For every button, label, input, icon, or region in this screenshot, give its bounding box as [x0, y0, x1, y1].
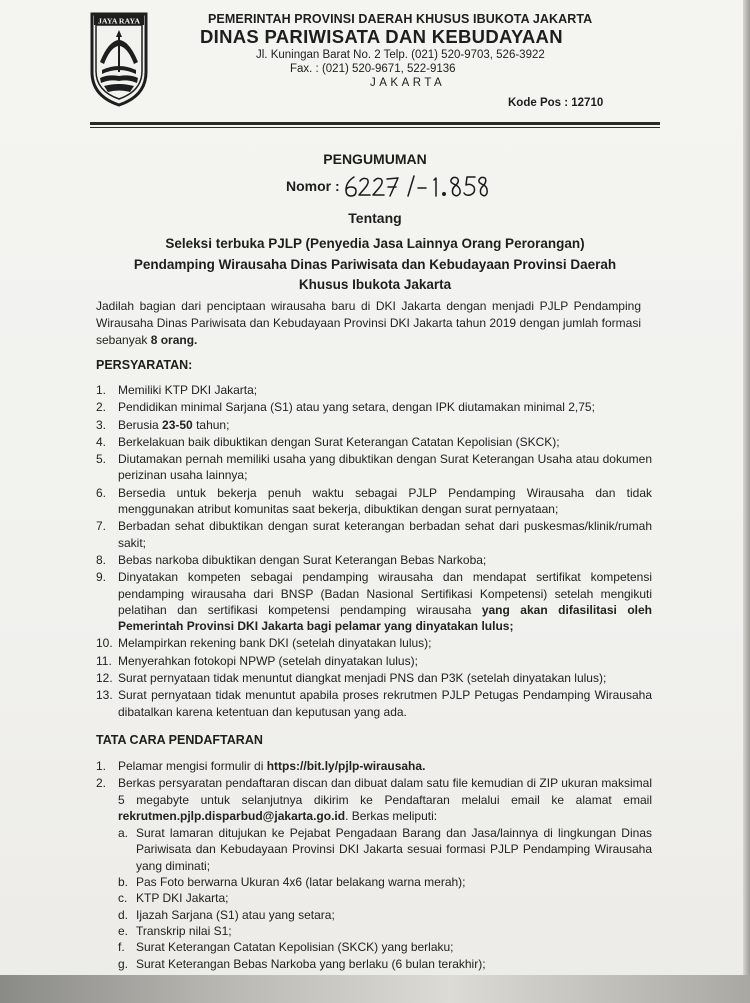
subject-line-2: Pendamping Wirausaha Dinas Pariwisata dan Kebudayaan Provinsi Daerah: [133, 256, 617, 272]
postal-code: Kode Pos : 12710: [508, 97, 604, 109]
requirement-item: [96, 670, 652, 686]
document-subitem: [118, 874, 652, 890]
requirement-item: [96, 485, 652, 518]
requirement-text: Memiliki KTP DKI Jakarta;: [118, 383, 258, 397]
handwritten-number: [338, 172, 488, 200]
requirement-text: Bebas narkoba dibuktikan dengan Surat Keterangan Bebas Narkoba;: [118, 552, 487, 567]
step-text: Pelamar mengisi formulir di: [118, 759, 267, 773]
letterhead-rule-thick: [90, 122, 660, 125]
requirement-text: [118, 569, 652, 634]
requirement-text: Surat pernyataan tidak menuntut diangkat menjadi PNS dan P3K (setelah dinyatakan lulus);: [118, 671, 607, 686]
subitem-letter: c.: [118, 891, 128, 906]
subject-line-1: Seleksi terbuka PJLP (Penyedia Jasa Lainnya Orang Perorangan): [165, 236, 585, 251]
requirement-item: [96, 434, 652, 450]
subitem-letter: a.: [118, 826, 129, 841]
subitem-letter: d.: [118, 907, 129, 922]
requirement-number: 6.: [96, 485, 107, 500]
letterhead-rule-thin: [90, 127, 660, 128]
requirement-item: [96, 552, 652, 568]
requirement-text-bold: yang akan difasilitasi oleh Pemerintah Provinsi DKI Jakarta bagi pelamar yang dinyatakan lulus;: [118, 602, 653, 634]
requirement-number: 5.: [96, 452, 107, 467]
requirement-text: Melampirkan rekening bank DKI (setelah dinyatakan lulus);: [118, 636, 432, 651]
subitem-letter: g.: [118, 956, 129, 971]
requirement-text: Surat pernyataan tidak menuntut apabila proses rekrutmen PJLP Petugas Pendamping Wirausaha dibatalkan karena ketentuan dan keputusan yang ada.: [118, 688, 652, 719]
requirement-number: 11.: [96, 653, 112, 668]
requirement-item: [96, 569, 652, 634]
department-name: DINAS PARIWISATA DAN KEBUDAYAAN: [200, 26, 563, 47]
intro-formation-count: 8 orang.: [150, 333, 198, 347]
bottom-shadow: [0, 975, 750, 1003]
subitem-text: Transkrip nilai S1;: [136, 923, 232, 938]
subitem-letter: e.: [118, 923, 129, 938]
requirement-text: Berkelakuan baik dibuktikan dengan Surat Keterangan Catatan Kepolisian (SKCK);: [118, 434, 560, 449]
email-link[interactable]: rekrutmen.pjlp.disparbud@jakarta.go.id: [118, 808, 346, 823]
requirement-text-part: tahun;: [192, 417, 230, 432]
registration-heading: TATA CARA PENDAFTARAN: [96, 733, 263, 747]
requirement-text-part: Berusia: [118, 417, 163, 432]
requirement-item: [96, 518, 652, 551]
registration-list: [96, 758, 652, 972]
document-subitem: [118, 907, 652, 923]
subitem-text: Surat Keterangan Catatan Kepolisian (SKCK) yang berlaku;: [136, 940, 454, 955]
subject-line-3: Khusus Ibukota Jakarta: [298, 277, 452, 292]
requirement-item: [96, 417, 652, 433]
seal-text: JAYA RAYA: [98, 16, 140, 26]
document-subitem: [118, 956, 652, 972]
jaya-raya-seal-icon: [88, 10, 150, 108]
requirement-text: Diutamakan pernah memiliki usaha yang dibuktikan dengan Surat Keterangan Usaha atau dokumen perizinan usaha lainnya;: [118, 452, 652, 483]
requirement-text: Berbadan sehat dibuktikan dengan surat keterangan berbadan sehat dari puskesmas/klinik/rumah sakit;: [118, 519, 652, 550]
intro-paragraph: [96, 298, 641, 349]
form-link[interactable]: https://bit.ly/pjlp-wirausaha.: [266, 759, 426, 773]
requirement-number: 1.: [96, 383, 107, 397]
document-subitem: [118, 890, 652, 906]
requirement-text: [118, 417, 652, 433]
requirement-number: 10.: [96, 636, 113, 651]
subitem-text: Pas Foto berwarna Ukuran 4x6 (latar belakang warna merah);: [136, 875, 466, 890]
tentang-label: Tentang: [348, 210, 402, 226]
document-subitem: [118, 923, 652, 939]
registration-step-2: [96, 775, 652, 824]
requirement-number: 3.: [96, 417, 107, 432]
registration-step-1: [96, 758, 652, 774]
requirements-heading: PERSYARATAN:: [96, 358, 193, 372]
requirement-number: 7.: [96, 519, 107, 534]
step-text: Berkas persyaratan pendaftaran discan dan dibuat dalam satu file kemudian di ZIP ukuran maksimal 5 megabyte untuk selanjutnya dikirim ke Pendaftaran melalui email ke alamat email: [118, 776, 652, 807]
subitem-text: KTP DKI Jakarta;: [136, 891, 229, 906]
requirement-item: [96, 399, 652, 415]
requirement-number: 13.: [96, 688, 113, 703]
requirement-text: Pendidikan minimal Sarjana (S1) atau yang setara, dengan IPK diutamakan minimal 2,75;: [118, 400, 595, 415]
subitem-letter: f.: [118, 940, 125, 955]
nomor-label: Nomor :: [286, 178, 340, 194]
requirement-item: [96, 635, 652, 651]
requirement-text-bold: 23-50: [162, 417, 193, 432]
page-edge-shadow: [743, 0, 750, 1003]
announcement-title: PENGUMUMAN: [323, 151, 427, 167]
requirement-text: Menyerahkan fotokopi NPWP (setelah dinyatakan lulus);: [118, 653, 418, 668]
government-line: PEMERINTAH PROVINSI DAERAH KHUSUS IBUKOTA JAKARTA: [208, 12, 593, 26]
subitem-text: Surat Keterangan Bebas Narkoba yang berlaku (6 bulan terakhir);: [136, 956, 486, 971]
requirement-item: [96, 451, 652, 484]
subitem-letter: b.: [118, 875, 129, 890]
requirement-text-part: Dinyatakan kompeten sebagai pendamping wirausaha dan mendapat sertifikat kompetensi pendamping wirausaha dari BNSP (Badan Nasional Sertifikasi Kompetensi) setelah mengikuti pelatihan dan sertifikasi kompetensi pendamping wirausaha: [118, 570, 652, 617]
requirement-item: [96, 653, 652, 669]
address-line: Jl. Kuningan Barat No. 2 Telp. (021) 520-9703, 526-3922: [256, 49, 545, 61]
intro-text: Jadilah bagian dari penciptaan wirausaha baru di DKI Jakarta dengan menjadi PJLP Pendamping Wirausaha Dinas Pariwisata dan Kebudayaan Provinsi DKI Jakarta tahun 2019 dengan jumlah formasi sebanyak: [96, 299, 641, 347]
fax-line: Fax. : (021) 520-9671, 522-9136: [290, 63, 456, 75]
requirement-text: Bersedia untuk bekerja penuh waktu sebagai PJLP Pendamping Wirausaha dan tidak menggunakan atribut komunitas saat bekerja, dibuktikan dengan surat pernyataan;: [118, 485, 652, 517]
requirement-number: 4.: [96, 434, 107, 449]
announcement-subject: [80, 234, 670, 296]
requirements-list: [96, 382, 652, 721]
step-number: 2.: [96, 776, 107, 791]
requirement-number: 12.: [96, 671, 113, 686]
requirement-number: 8.: [96, 552, 107, 567]
document-sublist: [118, 825, 652, 972]
document-subitem: [118, 939, 652, 955]
step-number: 1.: [96, 759, 107, 773]
step-text-after: . Berkas meliputi:: [345, 808, 438, 823]
document-subitem: [118, 825, 652, 874]
requirement-item: [96, 687, 652, 720]
requirement-number: 9.: [96, 570, 107, 585]
requirement-item: [96, 382, 652, 398]
subitem-text: Surat lamaran ditujukan ke Pejabat Pengadaan Barang dan Jasa/lainnya di lingkungan Dinas Pariwisata dan Kebudayaan Provinsi DKI Jakarta sesuai formasi PJLP Pendamping Wirausaha yang diminati;: [136, 826, 652, 873]
subitem-text: Ijazah Sarjana (S1) atau yang setara;: [136, 907, 335, 922]
city-line: JAKARTA: [370, 77, 446, 89]
requirement-number: 2.: [96, 400, 107, 415]
